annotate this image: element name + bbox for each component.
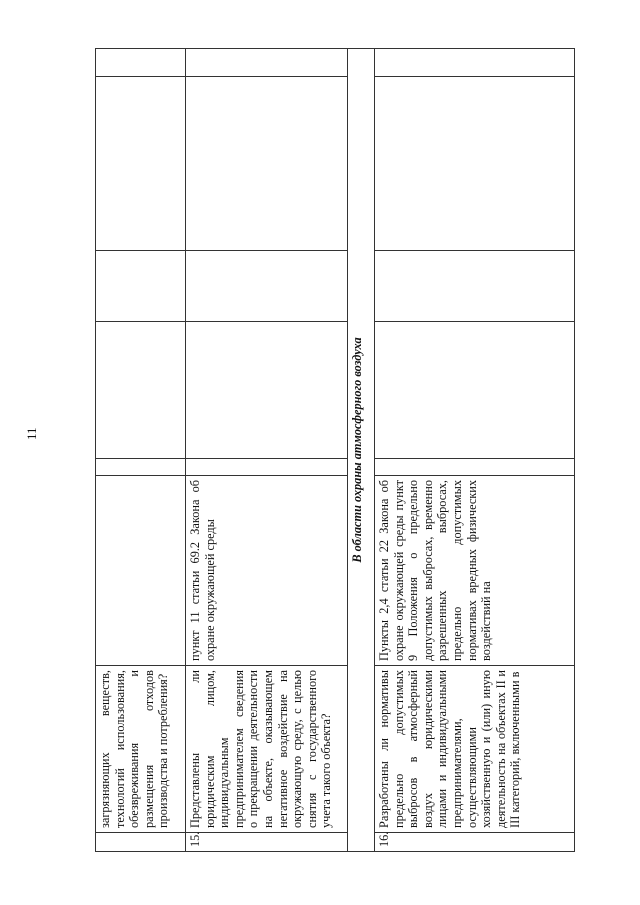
question-cell: Представлены ли юридическим лицом, индивидуальным предпринимателем сведения о прекращении деятельности на объекте, оказывающем негативное воздействие на окружающую среду, с целью снятия с государственного учета такого объекта? [186,666,348,833]
reference-cell: пункт 11 статьи 69.2 Закона об охране окружающей среды [186,476,348,666]
table-row [96,49,186,852]
empty-cell [375,77,575,251]
empty-cell [96,322,186,459]
checklist-table [95,48,575,852]
empty-cell [186,77,348,251]
row-number [96,833,186,852]
empty-cell [186,251,348,322]
empty-cell [375,459,575,476]
empty-cell [96,459,186,476]
empty-cell [96,49,186,77]
empty-cell [186,459,348,476]
reference-cell: Пункты 2,4 статьи 22 Закона об охране окружающей среды пункт 9 Положения о предельно допустимых выбросах, временно разрешенных выбросах, предельно допустимых нормативах вредных физических воздействий на [375,476,575,666]
table-row [186,49,348,852]
table-row [375,49,575,852]
empty-cell [96,77,186,251]
row-number: 15. [186,833,348,852]
section-row [348,49,375,852]
page-number: 11 [24,427,39,440]
reference-cell [96,476,186,666]
empty-cell [186,49,348,77]
empty-cell [375,322,575,459]
question-cell: Разработаны ли нормативы предельно допустимых выбросов в атмосферный воздух юридическими лицами и индивидуальными предпринимателями, осуществляющими хозяйственную и (или) иную деятельность на объектах II и III категорий, включенными в [375,666,575,833]
rotated-table-container [95,50,574,852]
question-cell: загрязняющих веществ, технологий использования, обезвреживания и размещения отходов производства и потребления? [96,666,186,833]
row-number: 16. [375,833,575,852]
empty-cell [375,251,575,322]
empty-cell [186,322,348,459]
section-heading: В области охраны атмосферного воздуха [348,49,375,852]
empty-cell [375,49,575,77]
empty-cell [96,251,186,322]
